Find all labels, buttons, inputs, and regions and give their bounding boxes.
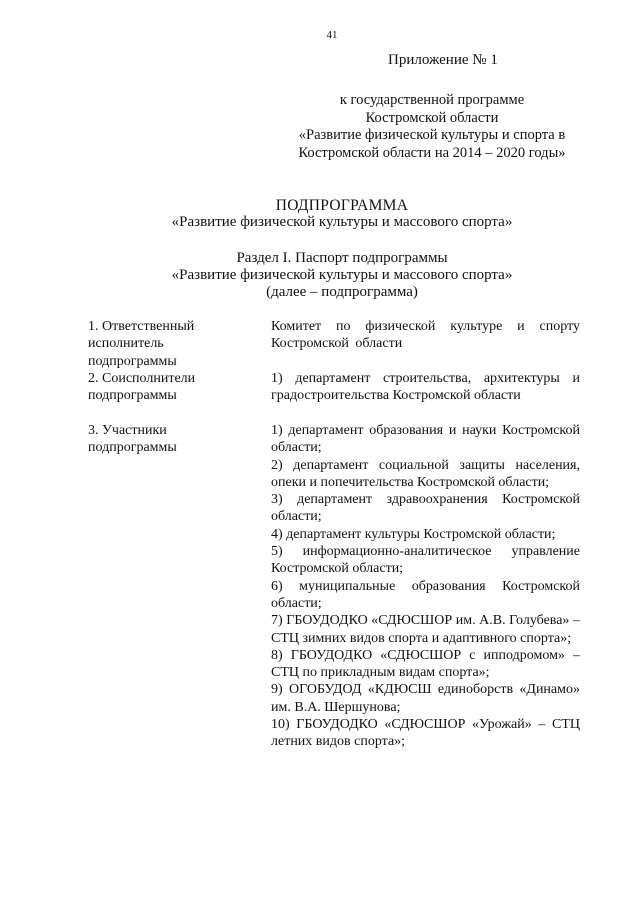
list-item: 2) департамент социальной защиты населения, опеки и попечительства Костромской области;	[271, 457, 580, 490]
list-item: 6) муниципальные образования Костромской области;	[271, 578, 580, 611]
list-item: 3) департамент здравоохранения Костромской области;	[271, 492, 580, 525]
page-number: 41	[326, 29, 338, 41]
section-title-block	[22, 250, 640, 301]
passport-row-value	[271, 422, 580, 751]
list-item: 5) информационно-аналитическое управление Костромской области;	[271, 544, 580, 577]
passport-row-label	[88, 318, 271, 370]
subprogram-heading: ПОДПРОГРАММА	[275, 197, 409, 214]
subprogram-name: «Развитие физической культуры и массового спорта»	[171, 214, 513, 230]
section-name: «Развитие физической культуры и массового спорта»	[171, 267, 513, 283]
list-item: 1) департамент строительства, архитектуры и градостроительства Костромской области	[271, 371, 580, 404]
appendix-reference	[282, 92, 582, 162]
subprogram-title-block	[22, 197, 640, 231]
passport-row-label	[88, 370, 271, 422]
label-line: подпрограммы	[88, 388, 177, 404]
label-line: исполнитель	[88, 336, 164, 352]
list-item: 10) ГБОУДОДКО «СДЮСШОР «Урожай» – СТЦ летних видов спорта»;	[271, 717, 580, 750]
section-note: (далее – подпрограмма)	[266, 284, 418, 300]
label-line: 3. Участники	[88, 423, 167, 438]
label-line: подпрограммы	[88, 353, 177, 369]
passport-row-co-executors	[88, 370, 580, 422]
label-line: 2. Соисполнители	[88, 371, 196, 386]
passport-table	[88, 318, 580, 751]
appendix-ref-line: Костромской области на 2014 – 2020 годы»	[298, 144, 566, 161]
passport-row-label	[88, 422, 271, 751]
list-item: Комитет по физической культуре и спорту Костромской области	[271, 319, 580, 352]
section-title: Раздел I. Паспорт подпрограммы	[236, 250, 448, 266]
appendix-ref-line: «Развитие физической культуры и спорта в	[298, 127, 566, 143]
label-line: подпрограммы	[88, 440, 177, 456]
list-item: 1) департамент образования и науки Костромской области;	[271, 423, 580, 456]
list-item: 7) ГБОУДОДКО «СДЮСШОР им. А.В. Голубева» – СТЦ зимних видов спорта и адаптивного спорта»;	[271, 613, 580, 646]
passport-row-participants	[88, 422, 580, 751]
appendix-ref-line: к государственной программе	[339, 92, 525, 108]
passport-row-value	[271, 370, 580, 422]
list-item: 4) департамент культуры Костромской области;	[271, 526, 556, 542]
passport-row-responsible	[88, 318, 580, 370]
list-item: 9) ОГОБУДОД «КДЮСШ единоборств «Динамо» им. В.А. Шершунова;	[271, 682, 580, 715]
passport-row-value	[271, 318, 580, 370]
list-item: 8) ГБОУДОДКО «СДЮСШОР с ипподромом» – СТЦ по прикладным видам спорта»;	[271, 647, 580, 681]
appendix-title: Приложение № 1	[388, 52, 498, 68]
appendix-ref-line: Костромской области	[365, 109, 499, 126]
label-line: 1. Ответственный	[88, 319, 195, 334]
